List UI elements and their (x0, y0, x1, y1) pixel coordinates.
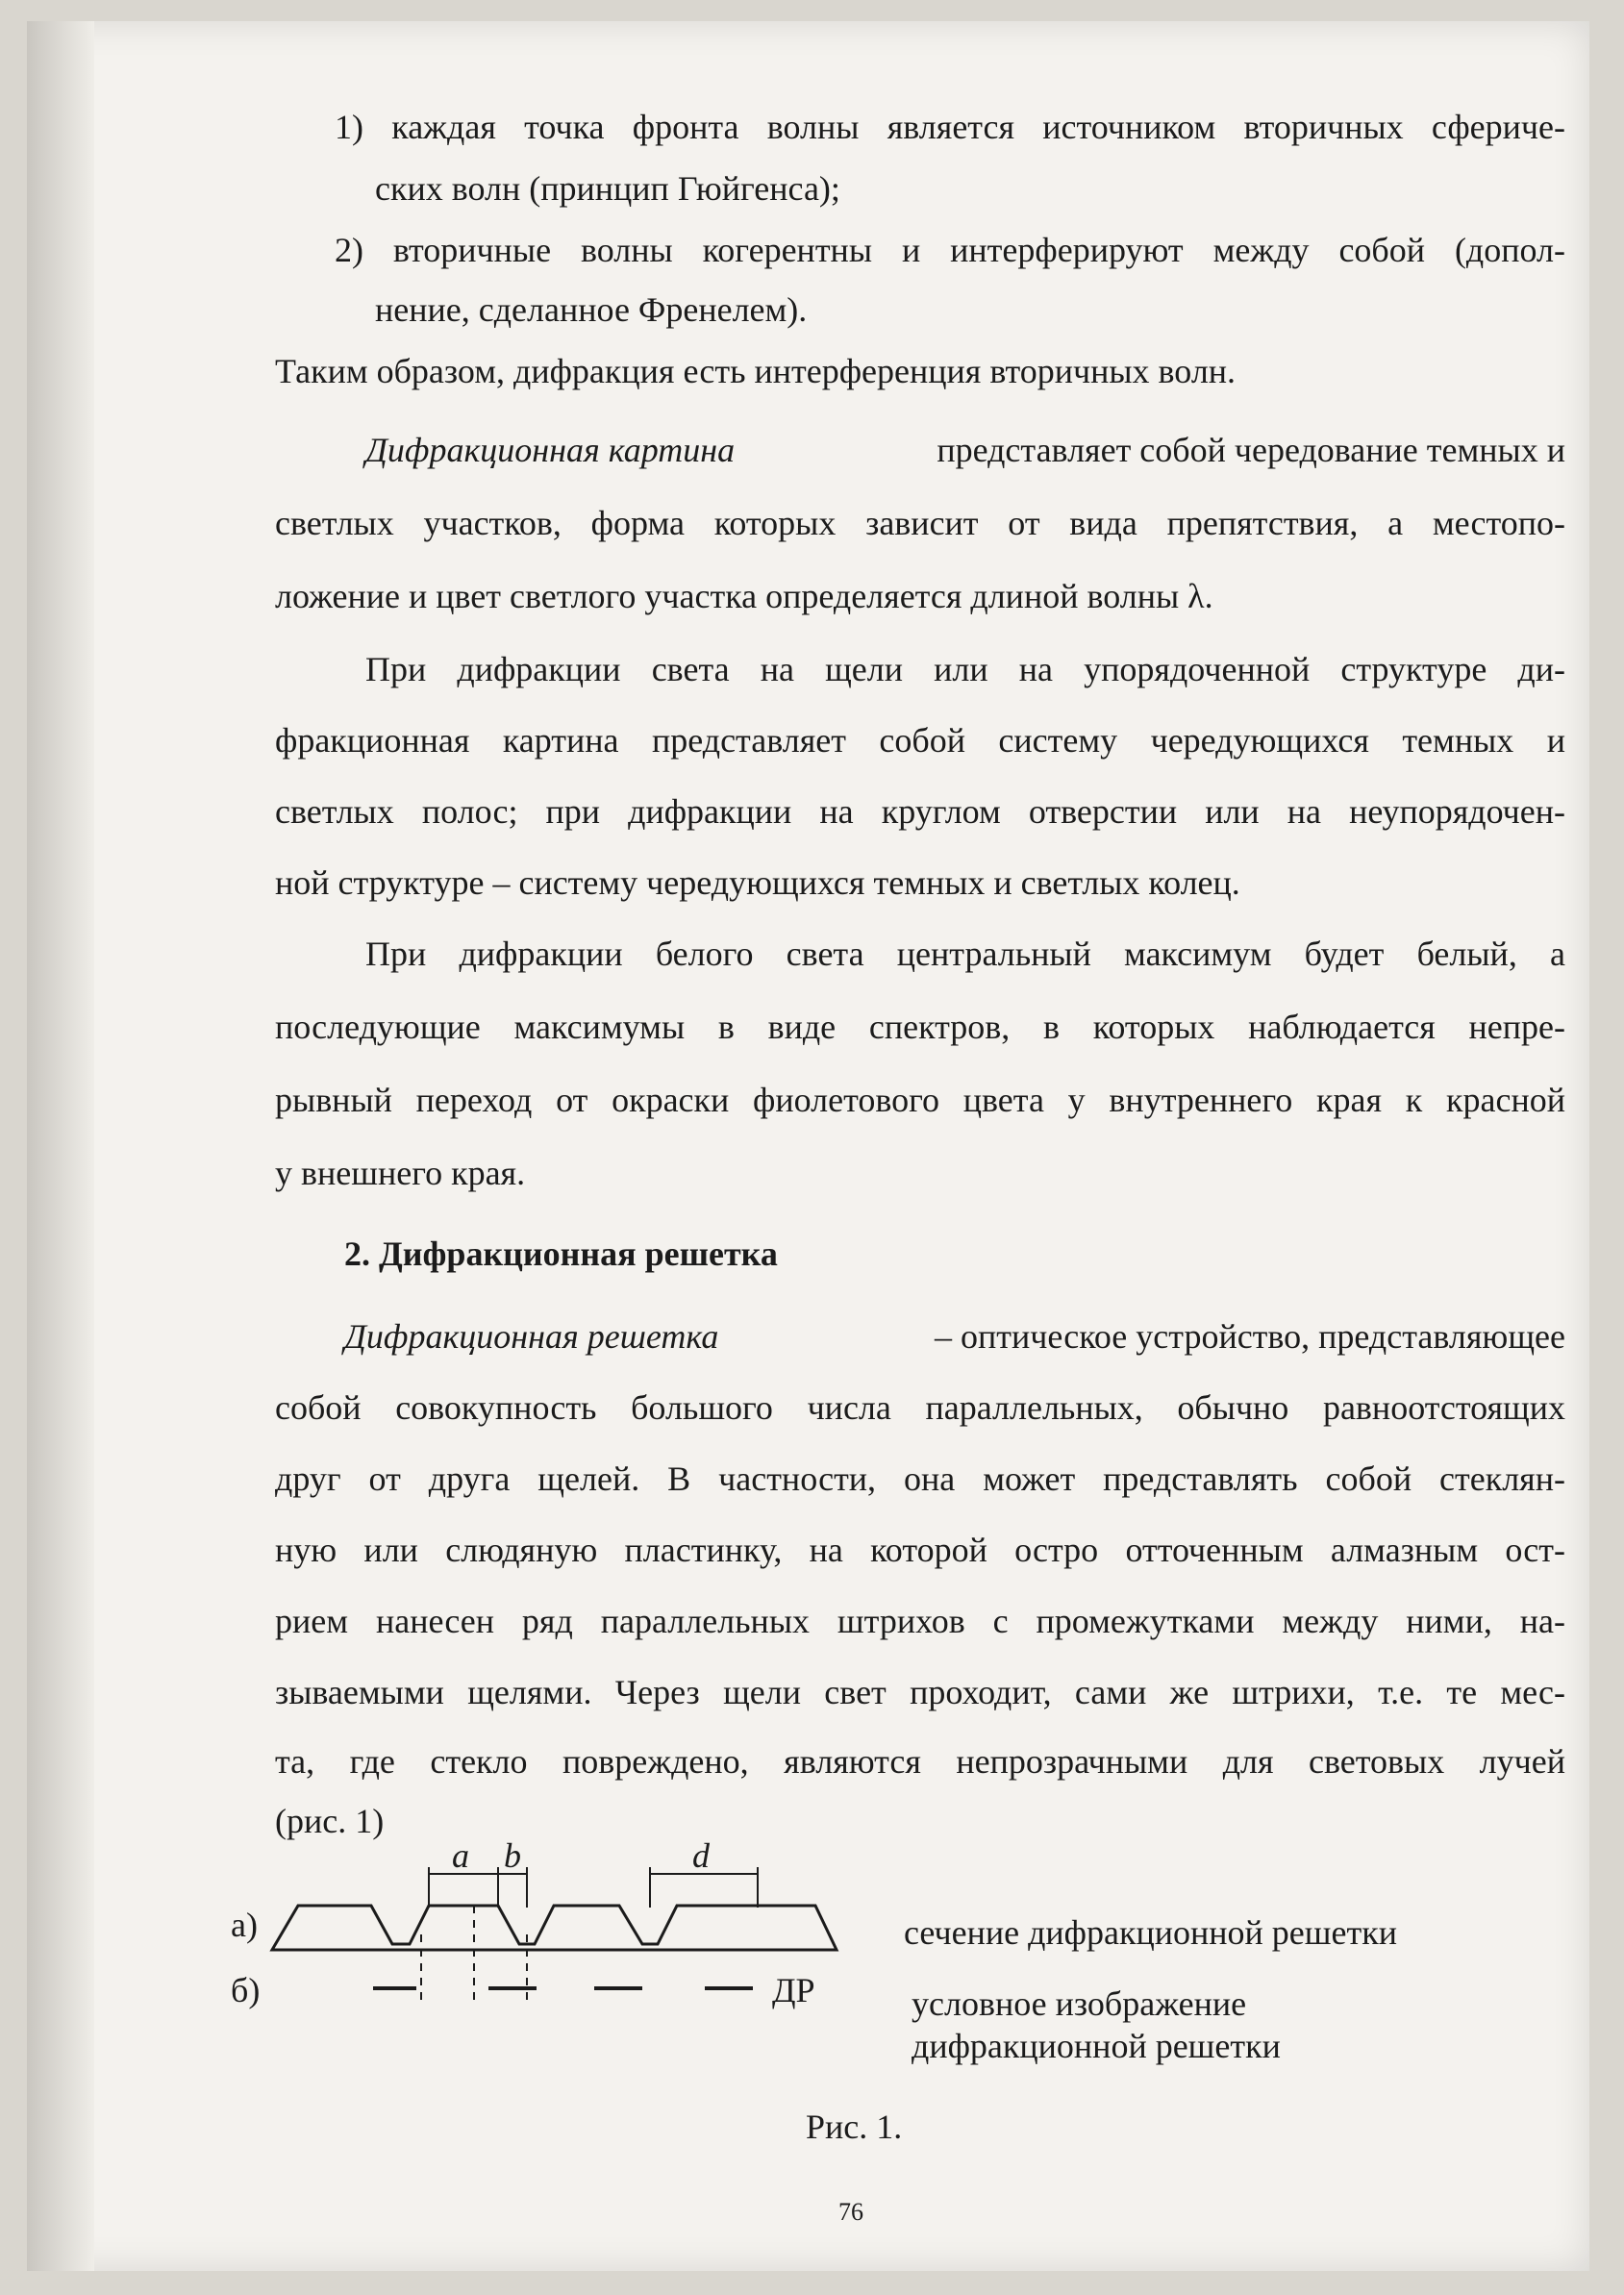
figure-label-b: б) (231, 1971, 261, 2009)
book-page (27, 21, 1589, 2271)
list-item-1-line-1: 1) каждая точка фронта волны является источником вторичных сфериче- (335, 108, 1565, 146)
paragraph-grating-line-1-rest: – оптическое устройство, представляющее (934, 1317, 1565, 1356)
grating-symbol-label: ДР (772, 1971, 815, 2009)
paragraph-summary: Таким образом, дифракция есть интерференция вторичных волн. (275, 352, 1237, 390)
section-heading: 2. Дифракционная решетка (344, 1235, 778, 1273)
page-number: 76 (838, 2198, 863, 2226)
figure-label-a: а) (231, 1906, 258, 1944)
list-item-2-line-2: нение, сделанное Френелем). (375, 290, 808, 329)
paragraph-white-line-4: у внешнего края. (275, 1154, 526, 1192)
paragraph-grating-line-3: друг от друга щелей. В частности, она может представлять собой стеклян- (275, 1459, 1565, 1498)
grating-cross-section-profile (272, 1906, 837, 1950)
term-diffraction-picture: Дифракционная картина (365, 431, 736, 469)
figure-caption-a: сечение дифракционной решетки (904, 1913, 1397, 1952)
paragraph-white-line-2: последующие максимумы в виде спектров, в которых наблюдается непре- (275, 1008, 1565, 1046)
paragraph-grating-line-6: зываемыми щелями. Через щели свет проходит, сами же штрихи, т.е. те мес- (275, 1673, 1565, 1711)
paragraph-grating-line-5: рием нанесен ряд параллельных штрихов с промежутками между ними, на- (275, 1602, 1565, 1640)
figure-caption-b-line-1: условное изображение (912, 1984, 1247, 2023)
figure-caption-b-line-2: дифракционной решетки (912, 2027, 1281, 2065)
paragraph-slit-line-2: фракционная картина представляет собой систему чередующихся темных и (275, 721, 1565, 760)
figure-caption: Рис. 1. (806, 2108, 903, 2146)
paragraph-picture-line-3: ложение и цвет светлого участка определяется длиной волны λ. (275, 577, 1213, 615)
dimension-label-d: d (692, 1836, 710, 1875)
paragraph-slit-line-1: При дифракции света на щели или на упорядоченной структуре ди- (365, 650, 1565, 688)
paragraph-grating-line-4: ную или слюдяную пластинку, на которой остро отточенным алмазным ост- (275, 1531, 1565, 1569)
paragraph-grating-line-7: та, где стекло повреждено, являются непрозрачными для световых лучей (275, 1742, 1565, 1781)
list-item-2-line-1: 2) вторичные волны когерентны и интерферируют между собой (допол- (335, 231, 1565, 269)
paragraph-white-line-3: рывный переход от окраски фиолетового цвета у внутреннего края к красной (275, 1081, 1565, 1119)
paragraph-grating-line-8: (рис. 1) (275, 1802, 385, 1840)
paragraph-slit-line-3: светлых полос; при дифракции на круглом отверстии или на неупорядочен- (275, 792, 1565, 831)
paragraph-picture-line-1-rest: представляет собой чередование темных и (937, 431, 1565, 469)
paragraph-white-line-1: При дифракции белого света центральный максимум будет белый, а (365, 935, 1565, 973)
term-diffraction-grating: Дифракционная решетка (344, 1317, 719, 1356)
paragraph-picture-line-2: светлых участков, форма которых зависит от вида препятствия, а местопо- (275, 504, 1565, 542)
list-item-1-line-2: ских волн (принцип Гюйгенса); (375, 169, 840, 208)
dimension-label-b: b (504, 1836, 521, 1875)
dimension-label-a: a (452, 1836, 469, 1875)
paragraph-slit-line-4: ной структуре – систему чередующихся темных и светлых колец. (275, 863, 1240, 902)
paragraph-grating-line-2: собой совокупность большого числа параллельных, обычно равноотстоящих (275, 1388, 1565, 1427)
